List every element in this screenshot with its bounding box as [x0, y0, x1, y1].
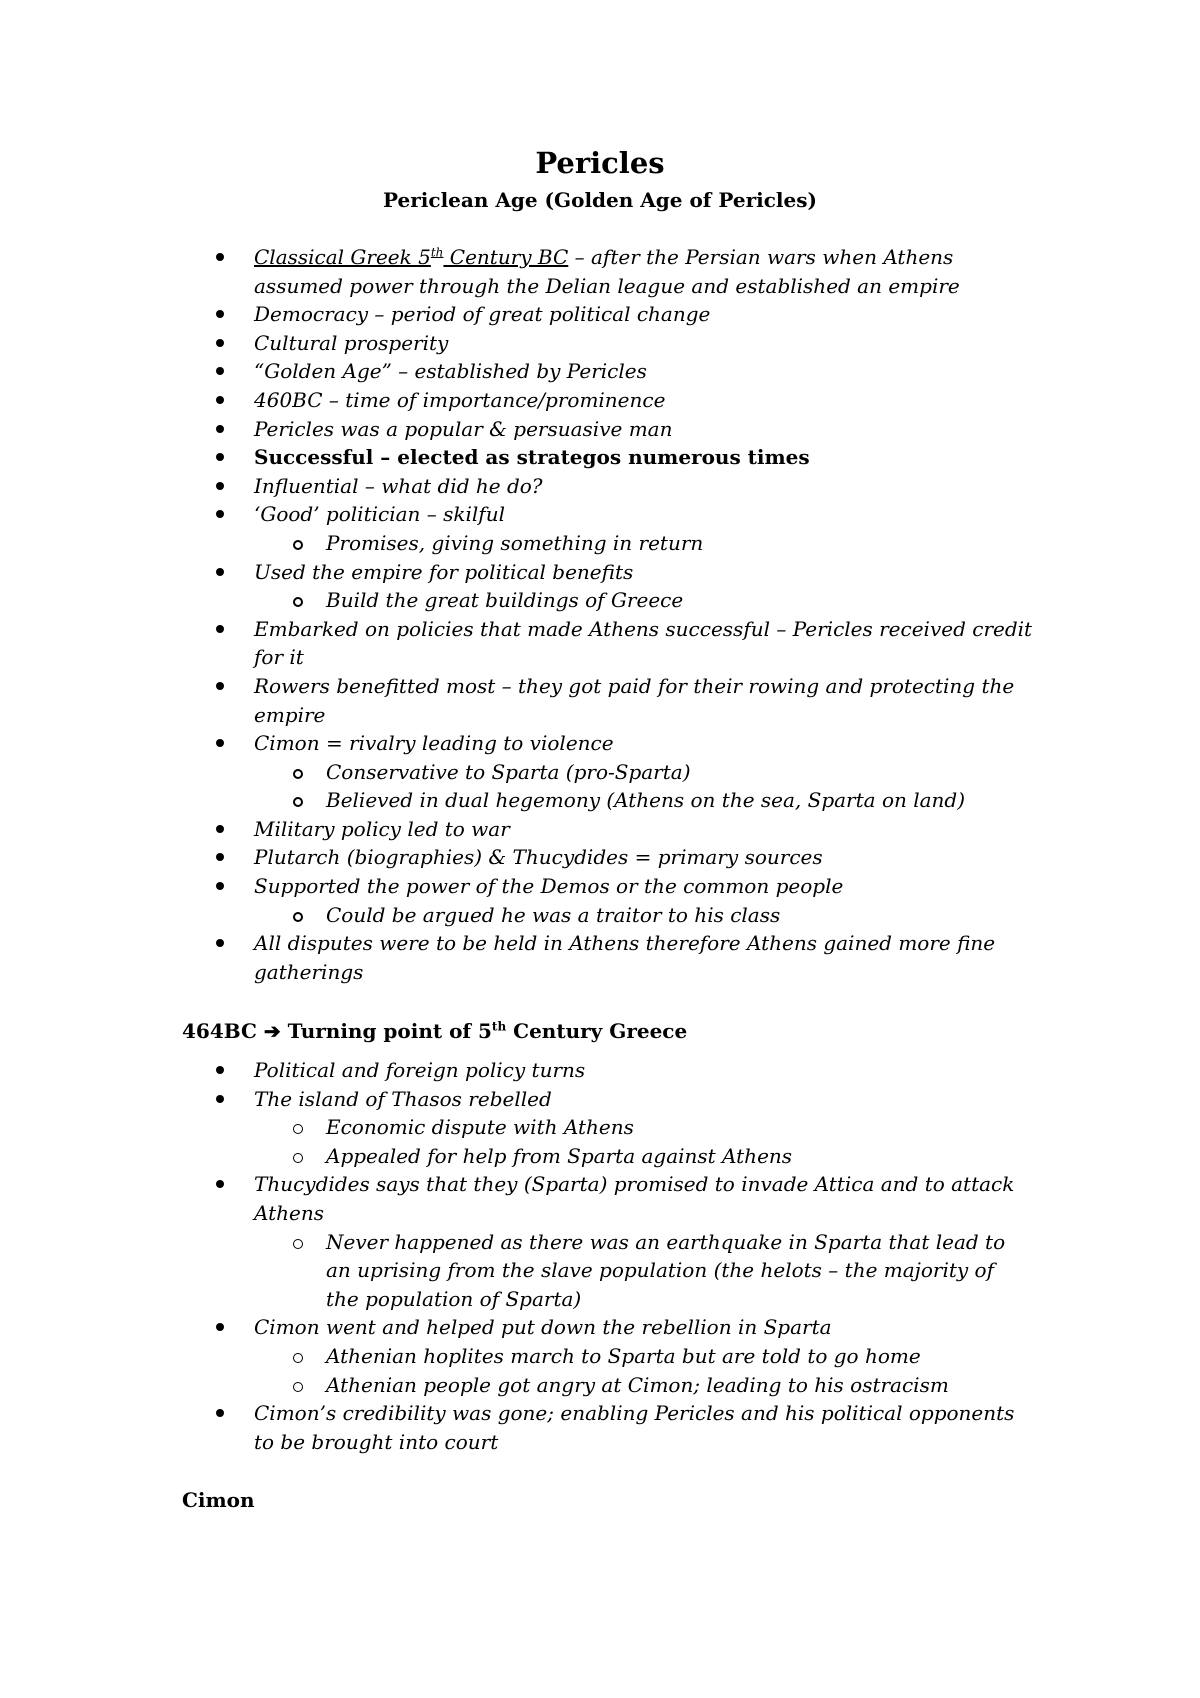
sub-list-item [0, 786, 1016, 815]
turning-point-list [0, 1056, 1200, 1456]
periclean-age-list [0, 243, 1200, 986]
sub-list-item-text: Could be argued he was a traitor to his class [326, 902, 781, 927]
sub-list-item [0, 529, 1016, 558]
superscript: th [430, 245, 444, 260]
bullet-icon [216, 739, 224, 747]
bullet-icon [216, 568, 224, 576]
bullet-icon [216, 825, 224, 833]
list-item-text: Cultural prosperity [254, 330, 449, 355]
bullet-icon [216, 367, 224, 375]
sub-list-item [0, 901, 1016, 930]
list-item [0, 357, 1034, 386]
circle-bullet-icon [293, 1124, 303, 1134]
bullet-icon [216, 939, 224, 947]
bullet-icon [216, 510, 224, 518]
bullet-icon [216, 482, 224, 490]
circle-bullet-icon [293, 1239, 303, 1249]
bullet-icon [216, 253, 224, 261]
underlined-heading-tail: Century BC [443, 245, 569, 269]
list-item-text: Thucydides says that they (Sparta) promised to invade Attica and to attack Athens [254, 1172, 1015, 1225]
list-item [0, 386, 1034, 415]
list-item [0, 243, 1034, 300]
bullet-icon [216, 425, 224, 433]
list-item [0, 415, 1034, 444]
sub-list-item [0, 1113, 1016, 1142]
list-item-text: Influential – what did he do? [254, 473, 543, 498]
superscript: th [491, 1019, 507, 1034]
circle-bullet-icon [293, 540, 303, 550]
bullet-icon [216, 339, 224, 347]
bullet-icon [216, 453, 224, 461]
bullet-icon [216, 1180, 224, 1188]
section-heading-464bc [182, 1017, 687, 1045]
bullet-icon [216, 1409, 224, 1417]
sub-list-item-text: Economic dispute with Athens [326, 1115, 634, 1140]
list-item [0, 672, 1034, 729]
page-title: Pericles [535, 146, 665, 180]
circle-bullet-icon [293, 797, 303, 807]
list-item-text: – after the Persian wars when Athens assumed power through the Delian league and established an empire [254, 245, 960, 298]
list-item [0, 1056, 1034, 1085]
circle-bullet-icon [293, 1353, 303, 1363]
bullet-icon [216, 1066, 224, 1074]
bullet-icon [216, 310, 224, 318]
list-item [0, 1313, 1034, 1342]
list-item [0, 558, 1034, 587]
bullet-icon [216, 682, 224, 690]
bullet-icon [216, 853, 224, 861]
section-heading-cimon: Cimon [182, 1488, 255, 1512]
list-item [0, 329, 1034, 358]
sub-list-item-text: Conservative to Sparta (pro-Sparta) [326, 759, 691, 784]
page-subtitle: Periclean Age (Golden Age of Pericles) [383, 188, 817, 212]
circle-bullet-icon [293, 1382, 303, 1392]
list-item-text: Cimon went and helped put down the rebellion in Sparta [254, 1315, 832, 1340]
list-item-text: Successful – elected as strategos numerous times [254, 445, 810, 470]
underlined-heading: Classical Greek 5 [254, 245, 431, 269]
sub-list-item-text: Never happened as there was an earthquake in Sparta that lead to an uprising from the slave population (the helots – the majority of the population of Sparta) [326, 1229, 1006, 1311]
sub-list-item [0, 758, 1016, 787]
arrow-right-icon: ➔ [263, 1019, 281, 1043]
list-item [0, 929, 1034, 986]
list-item [0, 872, 1034, 901]
list-item-text: The island of Thasos rebelled [254, 1086, 552, 1111]
list-item [0, 500, 1034, 529]
list-item-text: 460BC – time of importance/prominence [254, 387, 666, 412]
list-item [0, 815, 1034, 844]
list-item-text: Used the empire for political benefits [254, 559, 634, 584]
list-item-text: Political and foreign policy turns [254, 1058, 586, 1082]
heading-date: 464BC [182, 1019, 257, 1043]
circle-bullet-icon [293, 1153, 303, 1163]
list-item-text: “Golden Age” – established by Pericles [254, 359, 647, 384]
list-item-text: All disputes were to be held in Athens therefore Athens gained more fine gatherings [254, 931, 996, 984]
list-item [0, 472, 1034, 501]
heading-text: Turning point of 5 [287, 1019, 492, 1043]
list-item [0, 300, 1034, 329]
sub-list-item-text: Appealed for help from Sparta against Athens [326, 1143, 793, 1168]
sub-list-item-text: Athenian hoplites march to Sparta but are told to go home [326, 1343, 921, 1368]
list-item-text: Embarked on policies that made Athens successful – Pericles received credit for it [254, 616, 1033, 670]
list-item-text: Supported the power of the Demos or the common people [254, 874, 844, 899]
list-item-text: Cimon = rivalry leading to violence [254, 731, 614, 756]
circle-bullet-icon [293, 597, 303, 607]
sub-list-item [0, 1142, 1016, 1171]
list-item-text: Pericles was a popular & persuasive man [254, 416, 673, 441]
sub-list-item-text: Athenian people got angry at Cimon; leading to his ostracism [326, 1372, 949, 1397]
sub-list-item [0, 1228, 1016, 1314]
sub-list-item [0, 1342, 1016, 1371]
sub-list-item [0, 586, 1016, 615]
list-item [0, 443, 1034, 472]
circle-bullet-icon [293, 912, 303, 922]
sub-list-item-text: Believed in dual hegemony (Athens on the sea, Sparta on land) [326, 788, 966, 813]
list-item [0, 1399, 1034, 1456]
list-item-text: Cimon’s credibility was gone; enabling Pericles and his political opponents to be brought into court [254, 1401, 1015, 1454]
list-item [0, 843, 1034, 872]
sub-list-item-text: Promises, giving something in return [326, 530, 704, 555]
bullet-icon [216, 625, 224, 633]
list-item-text: ‘Good’ politician – skilful [254, 502, 505, 527]
list-item-text: Rowers benefitted most – they got paid for their rowing and protecting the empire [254, 673, 1015, 727]
bullet-icon [216, 396, 224, 404]
sub-list-item-text: Build the great buildings of Greece [326, 588, 684, 613]
circle-bullet-icon [293, 769, 303, 779]
bullet-icon [216, 1095, 224, 1103]
list-item [0, 1170, 1034, 1227]
sub-list-item [0, 1371, 1016, 1400]
bullet-icon [216, 882, 224, 890]
list-item-text: Plutarch (biographies) & Thucydides = primary sources [254, 845, 823, 870]
list-item [0, 729, 1034, 758]
list-item [0, 615, 1034, 672]
list-item-text: Military policy led to war [254, 816, 510, 841]
heading-tail: Century Greece [506, 1019, 688, 1043]
list-item-text: Democracy – period of great political change [254, 302, 711, 327]
list-item [0, 1085, 1034, 1114]
bullet-icon [216, 1323, 224, 1331]
